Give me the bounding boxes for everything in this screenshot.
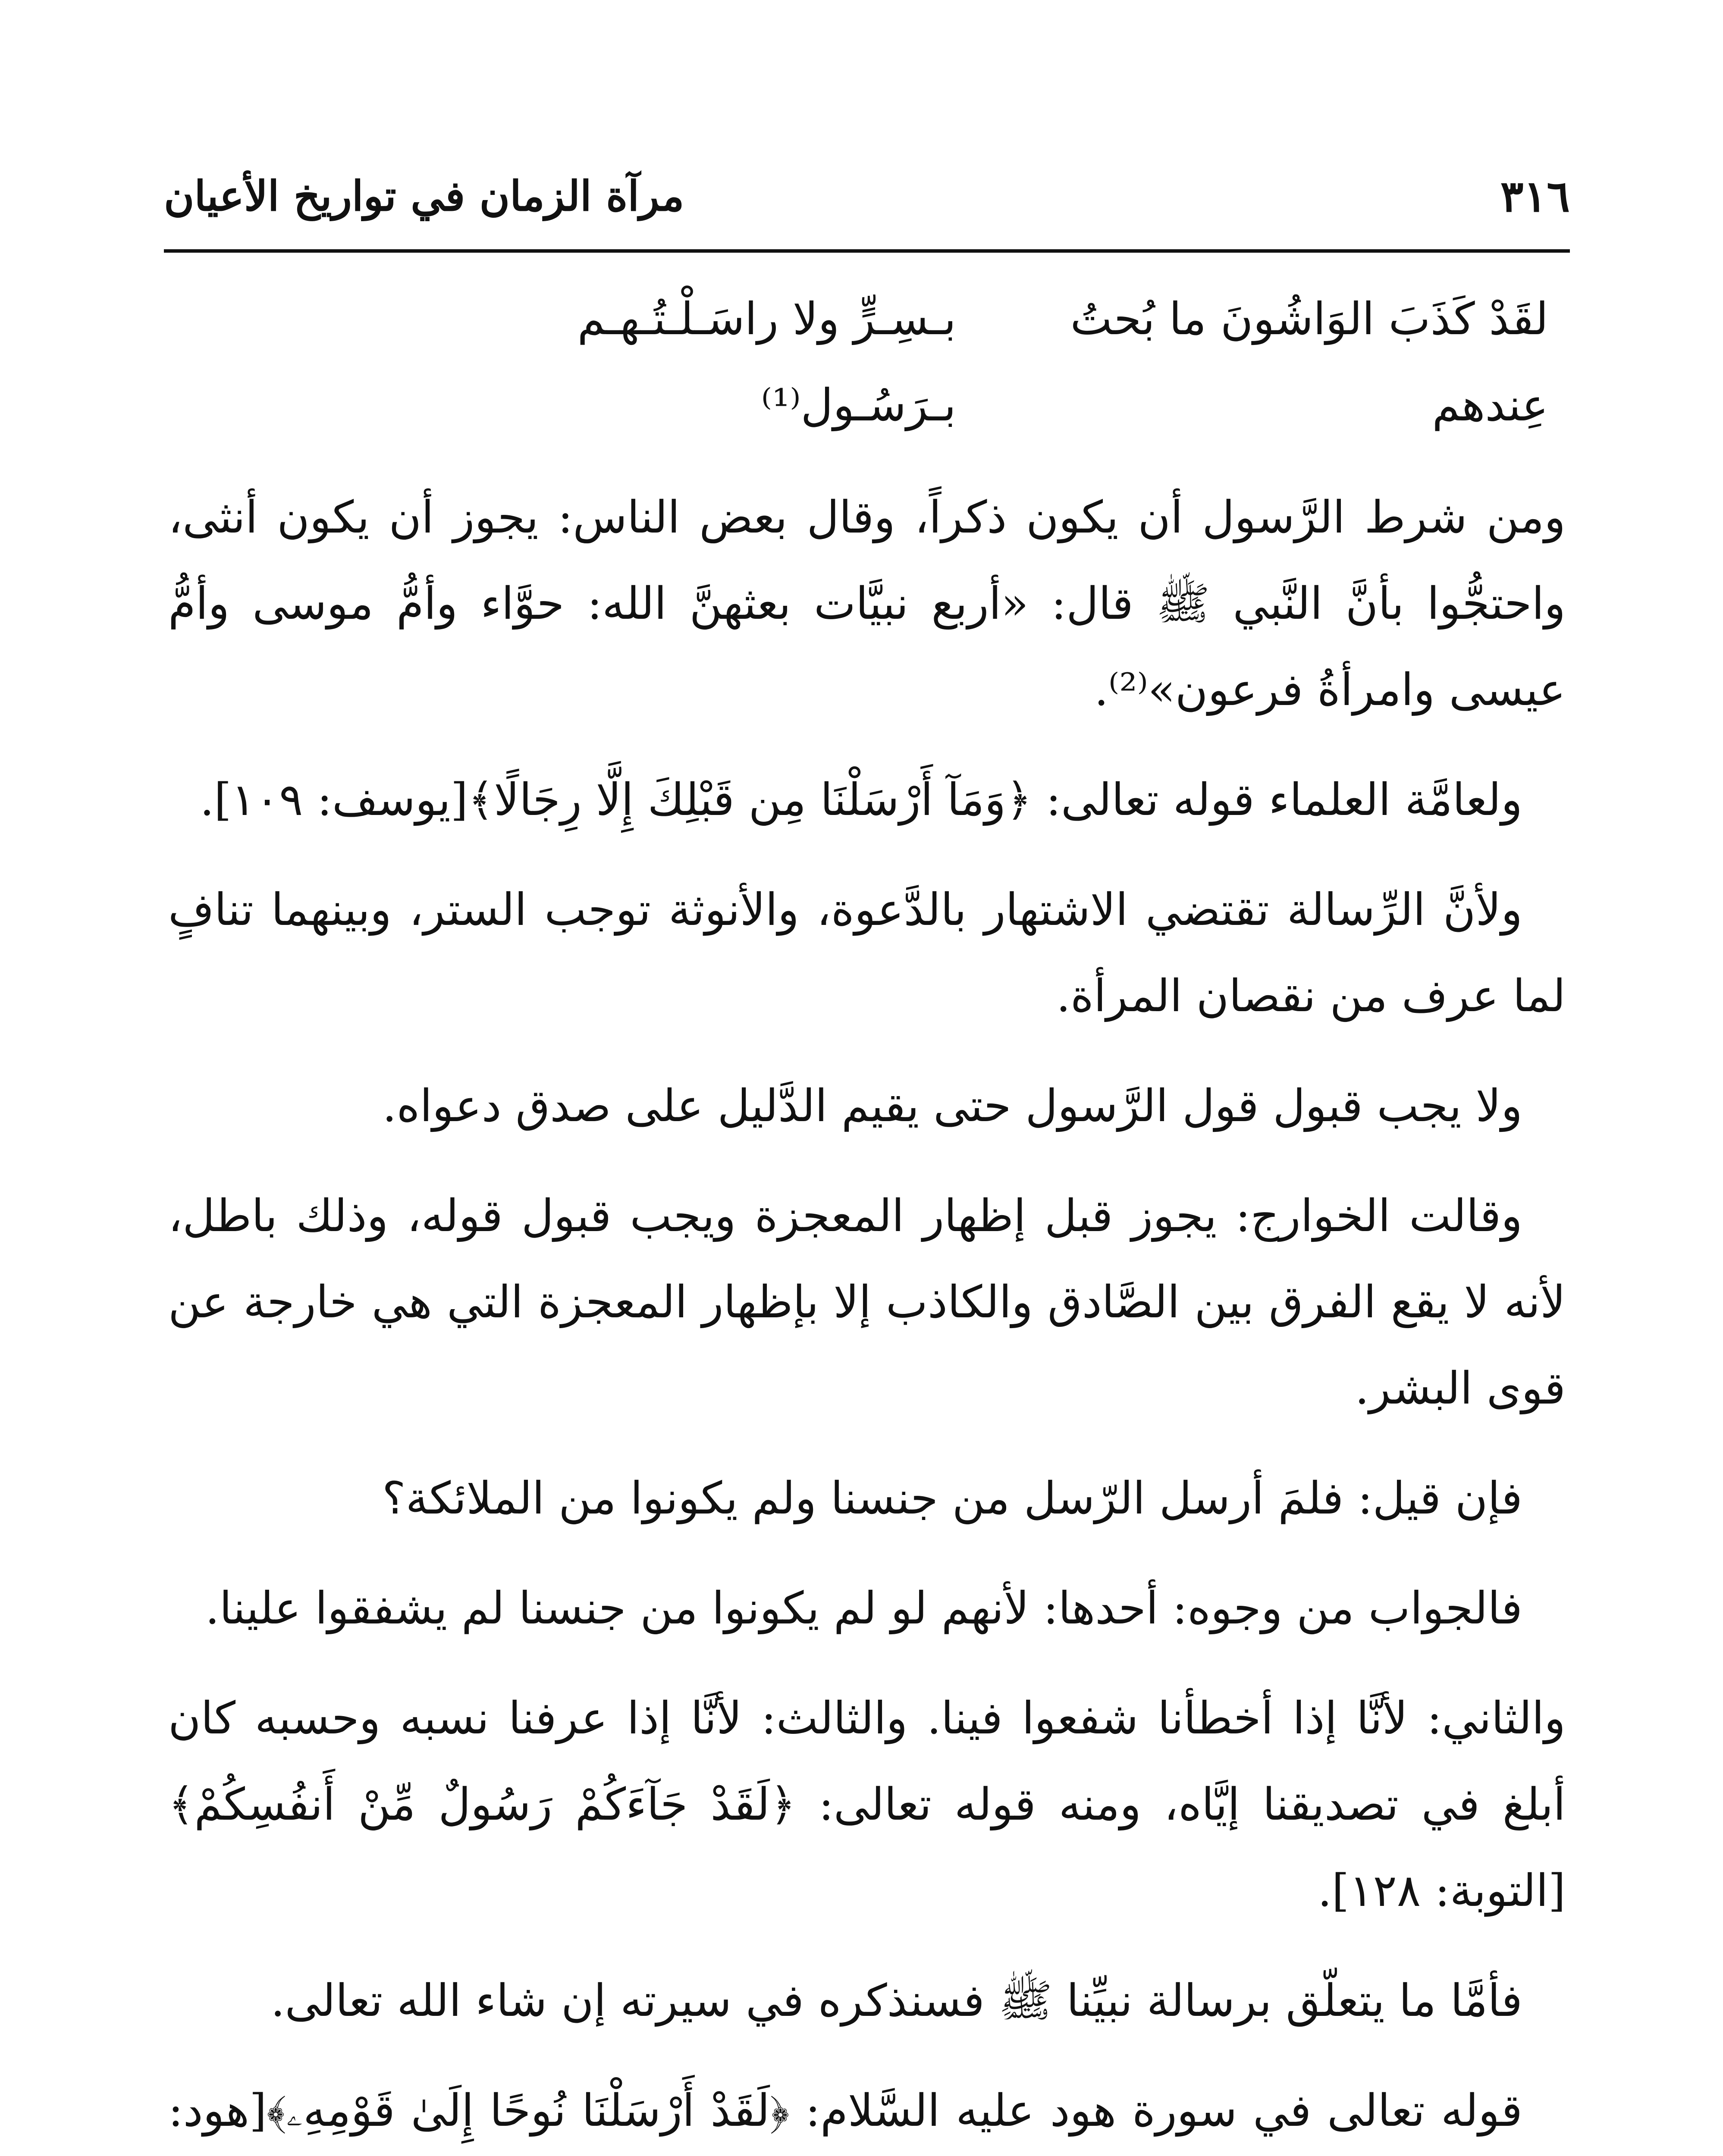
paragraph: فإن قيل: فلمَ أرسل الرّسل من جنسنا ولم يكونوا من الملائكة؟ [382,1473,1522,1524]
paragraph: ولعامَّة العلماء قوله تعالى: ﴿وَمَآ أَرْسَلْنَا مِن قَبْلِكَ إِلَّا رِجَالًا﴾[يوسف: ١٠٩]. [200,774,1522,826]
running-title: مرآة الزمان في تواريخ الأعيان [164,172,684,220]
verse-hemistich-right: لقَدْ كَذَبَ الوَاشُونَ ما بُحتُ عِندهم [1070,293,1548,431]
paragraph: فالجواب من وجوه: أحدها: لأنهم لو لم يكونوا من جنسنا لم يشفقوا علينا. [205,1583,1522,1634]
poetry-verse [168,276,1566,448]
main-text [168,276,1566,2156]
paragraph: ولا يجب قبول قول الرَّسول حتى يقيم الدَّليل على صدق دعواه. [382,1080,1522,1132]
paragraph: ومن شرط الرَّسول أن يكون ذكراً، وقال بعض الناس: يجوز أن يكون أنثى، واحتجُّوا بأنَّ النَّبي ﷺ قال: «أربع نبيَّات بعثهنَّ الله: حوَّاء وأمُّ موسى وأمُّ عيسى وامرأةُ فرعون»⁽²⁾. [168,492,1566,716]
paragraph: ولأنَّ الرِّسالة تقتضي الاشتهار بالدَّعوة، والأنوثة توجب الستر، وبينهما تنافٍ لما عرف من نقصان المرأة. [168,884,1566,1022]
verse-hemistich-left: بـسِـرٍّ ولا راسَـلْـتُـهـم بـرَسُـول⁽¹⁾ [577,293,956,431]
page-number: ٣١٦ [1500,171,1570,222]
paragraph: قوله تعالى في سورة هود عليه السَّلام: ﴿لَقَدْ أَرْسَلْنَا نُوحًا إِلَىٰ قَوْمِهِۦ﴾[هود: [168,2085,1522,2137]
paragraph: وقالت الخوارج: يجوز قبل إظهار المعجزة ويجب قبول قوله، وذلك باطل، لأنه لا يقع الفرق بين الصَّادق والكاذب إلا بإظهار المعجزة التي هي خارجة عن قوى البشر. [168,1190,1566,1414]
header-rule [164,249,1570,253]
paragraph: والثاني: لأنَّا إذا أخطأنا شفعوا فينا. والثالث: لأنَّا إذا عرفنا نسبه وحسبه كان أبلغ في تصديقنا إيَّاه، ومنه قوله تعالى: ﴿لَقَدْ جَآءَكُمْ رَسُولٌ مِّنْ أَنفُسِكُمْ﴾[التوبة: ١٢٨]. [168,1692,1566,1917]
paragraph: فأمَّا ما يتعلّق برسالة نبيِّنا ﷺ فسنذكره في سيرته إن شاء الله تعالى. [270,1975,1522,2027]
page-header [164,164,1570,237]
